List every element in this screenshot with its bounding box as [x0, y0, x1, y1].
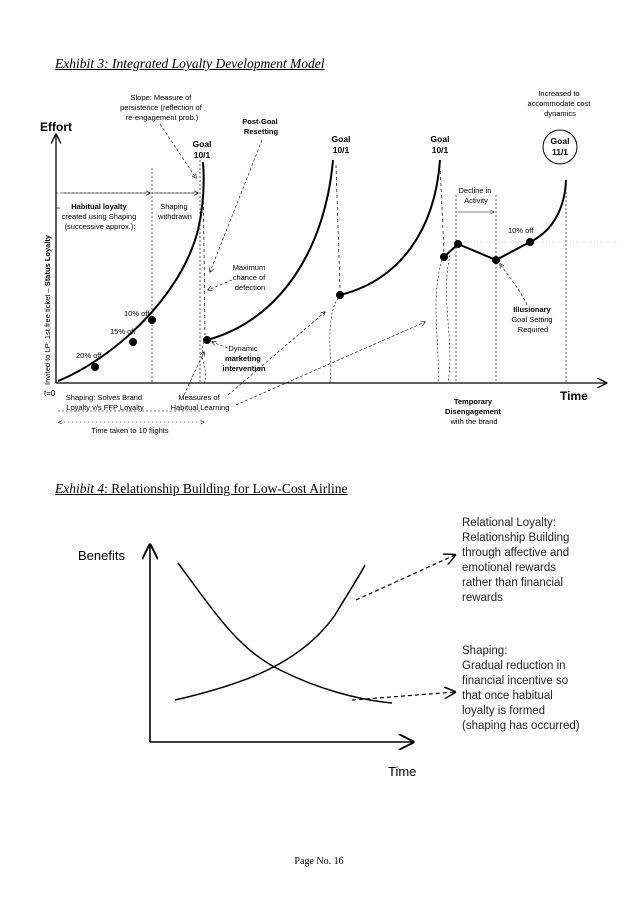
shaping-solves-note: Shaping: Solves Brand Loyalty v/s FFP Loyalty — [65, 393, 144, 412]
point-20-off — [91, 363, 99, 371]
exhibit4-title: Exhibit 4: Relationship Building for Low-Cost Airline — [55, 481, 348, 496]
origin-label: t=0 — [44, 389, 56, 398]
exhibit3-diagram — [0, 0, 638, 445]
temporary-disengagement-note: Temporary Disengagement with the brand — [445, 397, 501, 426]
goal-label-2: Goal 10/1 — [331, 134, 351, 155]
dynamic-marketing-note: Dynamic marketing intervention — [222, 344, 266, 373]
relational-note: Relational Loyalty: Relationship Building through affective and emotional rewards rather than financial rewards — [462, 517, 570, 604]
point-reset-1 — [203, 336, 211, 344]
point-decline-low — [492, 256, 500, 264]
increased-note: Increased to accommodate cost dynamics — [527, 89, 591, 118]
loyalty-curve-2 — [207, 160, 333, 340]
page-number: Page No. 16 — [294, 856, 344, 867]
effort-label: Effort — [40, 120, 72, 134]
goal-label-3: Goal 10/1 — [430, 134, 450, 155]
benefits-label: Benefits — [78, 548, 125, 563]
time-label-4: Time — [388, 764, 417, 779]
shaping-withdrawn-note: Shaping withdrawn — [158, 202, 192, 221]
loyalty-curve-1 — [58, 162, 204, 381]
point-10-off-late — [526, 238, 534, 246]
measures-habitual-note: Measures of Habitual Learning — [170, 393, 230, 412]
exhibit4-diagram — [0, 500, 638, 800]
goal-label-1: Goal 10/1 — [192, 139, 212, 160]
shaping-curve — [178, 563, 392, 703]
discount-20: 20% off — [76, 351, 102, 360]
habitual-loyalty-note: Habitual loyalty created using Shaping (successive approx.): — [61, 202, 137, 231]
decline-activity-note: Decline in Activity — [458, 186, 492, 205]
illusionary-goal-note: Illusionary Goal Setting Required — [511, 305, 553, 334]
point-15-off — [129, 338, 137, 346]
time-label: Time — [560, 389, 588, 403]
slope-note: Slope: Measure of persistence (reflection of re-engagement prob.) — [120, 93, 202, 122]
shaping-note: Shaping: Gradual reduction in financial incentive so that once habitual loyalty is formed (shaping has occurred) — [462, 645, 580, 732]
discount-10-late: 10% off — [508, 226, 534, 235]
svg-text:>: > — [200, 418, 205, 427]
time-taken-note: Time taken to 10 flights — [91, 426, 169, 435]
relational-curve — [175, 565, 365, 700]
exhibit3-title: Exhibit 3: Integrated Loyalty Development Model — [55, 56, 325, 71]
goal-label-4: Goal 11/1 — [550, 136, 570, 157]
point-reset-2 — [336, 291, 344, 299]
loyalty-curve-3 — [340, 160, 440, 295]
discount-15: 15% off — [110, 327, 136, 336]
svg-text:<: < — [58, 418, 63, 427]
point-decline-peak — [454, 240, 462, 248]
max-defection-note: Maximum chance of defection — [232, 263, 266, 292]
post-goal-resetting: Post-Goal Resetting — [242, 117, 279, 136]
status-loyalty-side-label: Invited to LP: 1st free ticket – Status Loyalty — [43, 234, 52, 385]
point-decline-start — [440, 253, 448, 261]
discount-10: 10% off — [124, 309, 150, 318]
